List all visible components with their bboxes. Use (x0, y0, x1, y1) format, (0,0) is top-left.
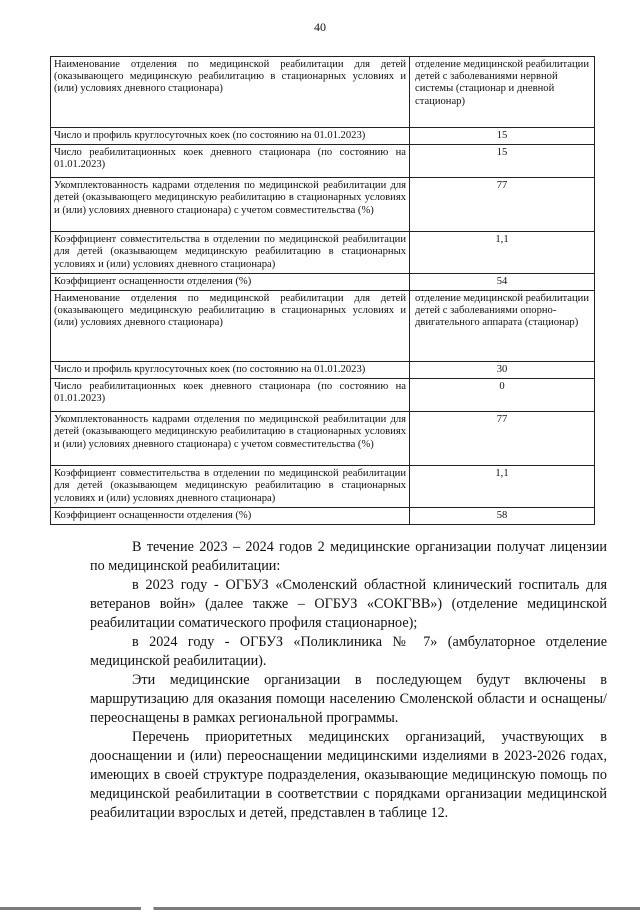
row-label: Число реабилитационных коек дневного стационара (по состоянию на 01.01.2023) (51, 145, 410, 178)
row-label: Укомплектованность кадрами отделения по медицинской реабилитации для детей (оказывающего медицинскую реабилитацию в стационарных условиях и (или) условиях дневного стационара) с учетом совместительства (%) (51, 412, 410, 466)
table-row (51, 145, 595, 178)
body-text (90, 538, 607, 823)
row-value: отделение медицинской реабилитации детей с заболеваниями нервной системы (стационар и дневной стационар) (410, 57, 595, 128)
row-label: Наименование отделения по медицинской реабилитации для детей (оказывающего медицинскую реабилитацию в стационарных условиях и (или) условиях дневного стационара) (51, 291, 410, 362)
row-label: Коэффициент оснащенности отделения (%) (51, 273, 410, 290)
table-row (51, 232, 595, 274)
row-value: 77 (410, 412, 595, 466)
row-value: 1,1 (410, 466, 595, 508)
table-row (51, 273, 595, 290)
row-value: 1,1 (410, 232, 595, 274)
page-number: 40 (314, 20, 326, 34)
row-value: 54 (410, 273, 595, 290)
table-row (51, 466, 595, 508)
table-row (51, 178, 595, 232)
table-row (51, 291, 595, 362)
table-row (51, 379, 595, 412)
scan-edge-line (0, 907, 640, 910)
table-row (51, 57, 595, 128)
row-label: Укомплектованность кадрами отделения по медицинской реабилитации для детей (оказывающего медицинскую реабилитацию в стационарных условиях и (или) условиях дневного стационара) с учетом совместительства (%) (51, 178, 410, 232)
row-label: Коэффициент совместительства в отделении по медицинской реабилитации для детей (оказывающем медицинскую реабилитацию в стационарных условиях и (или) условиях дневного стационара) (51, 232, 410, 274)
table-row (51, 362, 595, 379)
row-value: 0 (410, 379, 595, 412)
row-label: Число и профиль круглосуточных коек (по состоянию на 01.01.2023) (51, 128, 410, 145)
row-value: 58 (410, 507, 595, 524)
rehab-departments-table (50, 56, 595, 525)
row-label: Число реабилитационных коек дневного стационара (по состоянию на 01.01.2023) (51, 379, 410, 412)
paragraph: Эти медицинские организации в последующем будут включены в маршрутизацию для оказания помощи населению Смоленской области и оснащены/переоснащены в рамках региональной программы. (90, 672, 607, 726)
row-value: 15 (410, 145, 595, 178)
row-label: Число и профиль круглосуточных коек (по состоянию на 01.01.2023) (51, 362, 410, 379)
row-value: 15 (410, 128, 595, 145)
paragraph: в 2023 году - ОГБУЗ «Смоленский областной клинический госпиталь для ветеранов войн» (далее также – ОГБУЗ «СОКГВВ») (отделение медицинской реабилитации соматического профиля стационарное); (90, 577, 607, 631)
row-label: Коэффициент оснащенности отделения (%) (51, 507, 410, 524)
row-value: 77 (410, 178, 595, 232)
row-label: Коэффициент совместительства в отделении по медицинской реабилитации для детей (оказывающем медицинскую реабилитацию в стационарных условиях и (или) условиях дневного стационара) (51, 466, 410, 508)
paragraph: В течение 2023 – 2024 годов 2 медицинские организации получат лицензии по медицинской реабилитации: (90, 539, 607, 574)
table-row (51, 412, 595, 466)
paragraph: в 2024 году - ОГБУЗ «Поликлиника № 7» (амбулаторное отделение медицинской реабилитации). (90, 634, 607, 669)
row-label: Наименование отделения по медицинской реабилитации для детей (оказывающего медицинскую реабилитацию в стационарных условиях и (или) условиях дневного стационара) (51, 57, 410, 128)
table-row (51, 507, 595, 524)
row-value: 30 (410, 362, 595, 379)
table-row (51, 128, 595, 145)
row-value: отделение медицинской реабилитации детей с заболеваниями опорно-двигательного аппарата (стационар) (410, 291, 595, 362)
paragraph: Перечень приоритетных медицинских организаций, участвующих в дооснащении и (или) переоснащении медицинскими изделиями в 2023-2026 годах, имеющих в своей структуре подразделения, оказывающие медицинскую помощь по медицинской реабилитации в соответствии с порядками организации медицинской реабилитации взрослых и детей, представлен в таблице 12. (90, 729, 607, 821)
